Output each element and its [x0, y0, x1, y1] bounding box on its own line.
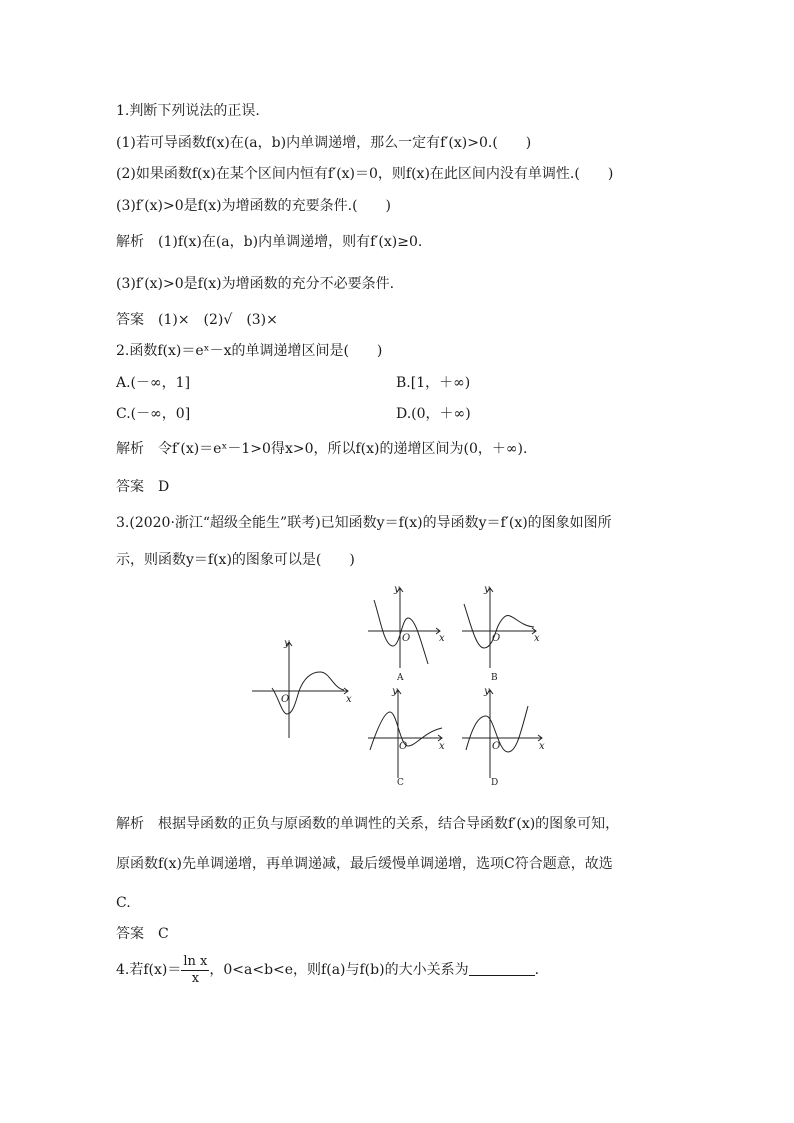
answer-label: 答案: [116, 926, 144, 942]
q3-stem-line-1: 3.(2020·浙江“超级全能生”联考)已知函数y＝f(x)的导函数y＝f′(x)的图象如图所: [116, 515, 612, 531]
c-y-label: y: [392, 686, 398, 697]
answer-label: 答案: [116, 312, 144, 328]
option-c-graph: [368, 690, 442, 778]
b-origin-label: O: [492, 633, 501, 644]
q4-answer-blank[interactable]: [469, 961, 535, 976]
q3-analysis-line-2: 原函数f(x)先单调递增，再单调递减，最后缓慢单调递增，选项C符合题意，故选: [116, 856, 613, 872]
analysis-label: 解析: [116, 816, 144, 832]
option-d-caption: D: [491, 778, 499, 788]
a-origin-label: O: [402, 633, 411, 644]
q3-answer-text: C: [158, 926, 169, 942]
q1-answer-text: (1)× (2)√ (3)×: [158, 312, 278, 328]
q3-figure: [240, 578, 560, 798]
option-d-graph: [462, 690, 542, 778]
q2-option-a: A.(－∞，1]: [116, 375, 191, 391]
q1-statement-1: (1)若可导函数f(x)在(a，b)内单调递增，那么一定有f′(x)>0.( ): [116, 135, 532, 151]
q4-fraction-numerator: ln x: [183, 953, 208, 969]
q1-statement-2: (2)如果函数f(x)在某个区间内恒有f′(x)＝0，则f(x)在此区间内没有单调性.( ): [116, 166, 614, 182]
c-x-label: x: [439, 741, 445, 752]
q2-analysis-text: 令f′(x)＝eˣ－1>0得x>0，所以f(x)的递增区间为(0，＋∞).: [158, 441, 528, 457]
q1-title: 1.判断下列说法的正误.: [116, 103, 260, 119]
q1-answer: [116, 310, 278, 330]
option-b-caption: B: [491, 673, 498, 683]
q4-fraction: [181, 954, 209, 987]
q1-statement-3: (3)f′(x)>0是f(x)为增函数的充要条件.( ): [116, 198, 392, 214]
q1-analysis-line-2: (3)f′(x)>0是f(x)为增函数的充分不必要条件.: [116, 276, 395, 292]
q4-fraction-denominator: x: [191, 970, 200, 986]
option-a-caption: A: [397, 673, 404, 683]
q4-prefix: 4.若f(x)＝: [116, 962, 182, 978]
d-origin-label: O: [492, 741, 501, 752]
q2-option-c: C.(－∞，0]: [116, 406, 191, 422]
main-x-label: x: [346, 694, 352, 705]
answer-label: 答案: [116, 479, 144, 495]
derivative-graph: [252, 642, 348, 738]
analysis-label: 解析: [116, 441, 144, 457]
option-b-graph: [462, 588, 536, 668]
q2-answer-text: D: [158, 479, 170, 495]
option-c-caption: C: [397, 778, 404, 788]
q1-analysis-line-1: [116, 232, 422, 252]
analysis-label: 解析: [116, 234, 144, 250]
q3-analysis-line-3: C.: [116, 895, 131, 911]
main-y-label: y: [284, 638, 290, 649]
option-a-graph: [368, 588, 440, 668]
q2-stem: 2.函数f(x)＝eˣ－x的单调递增区间是( ): [116, 343, 383, 359]
d-x-label: x: [539, 741, 545, 752]
q4-suffix: ，0<a<b<e，则f(a)与f(b)的大小关系为: [209, 962, 469, 978]
q3-stem-line-2: 示，则函数y＝f(x)的图象可以是( ): [116, 552, 355, 568]
c-origin-label: O: [399, 741, 408, 752]
a-x-label: x: [439, 633, 445, 644]
q2-option-d: D.(0，＋∞): [396, 406, 471, 422]
d-y-label: y: [484, 686, 490, 697]
q4-end: .: [534, 962, 540, 978]
q2-answer: [116, 477, 169, 497]
q2-option-b: B.[1，＋∞): [396, 375, 471, 391]
q3-analysis-text-1: 根据导函数的正负与原函数的单调性的关系，结合导函数f′(x)的图象可知，: [158, 816, 620, 832]
b-x-label: x: [534, 633, 540, 644]
a-y-label: y: [394, 584, 400, 595]
q1-analysis-text-1: (1)f(x)在(a，b)内单调递增，则有f′(x)≥0.: [158, 234, 423, 250]
q3-analysis-line-1: [116, 814, 619, 834]
b-y-label: y: [484, 584, 490, 595]
main-origin-label: O: [281, 694, 290, 705]
q2-analysis: [116, 439, 527, 459]
q3-answer: [116, 924, 169, 944]
q4-stem: [116, 952, 539, 988]
